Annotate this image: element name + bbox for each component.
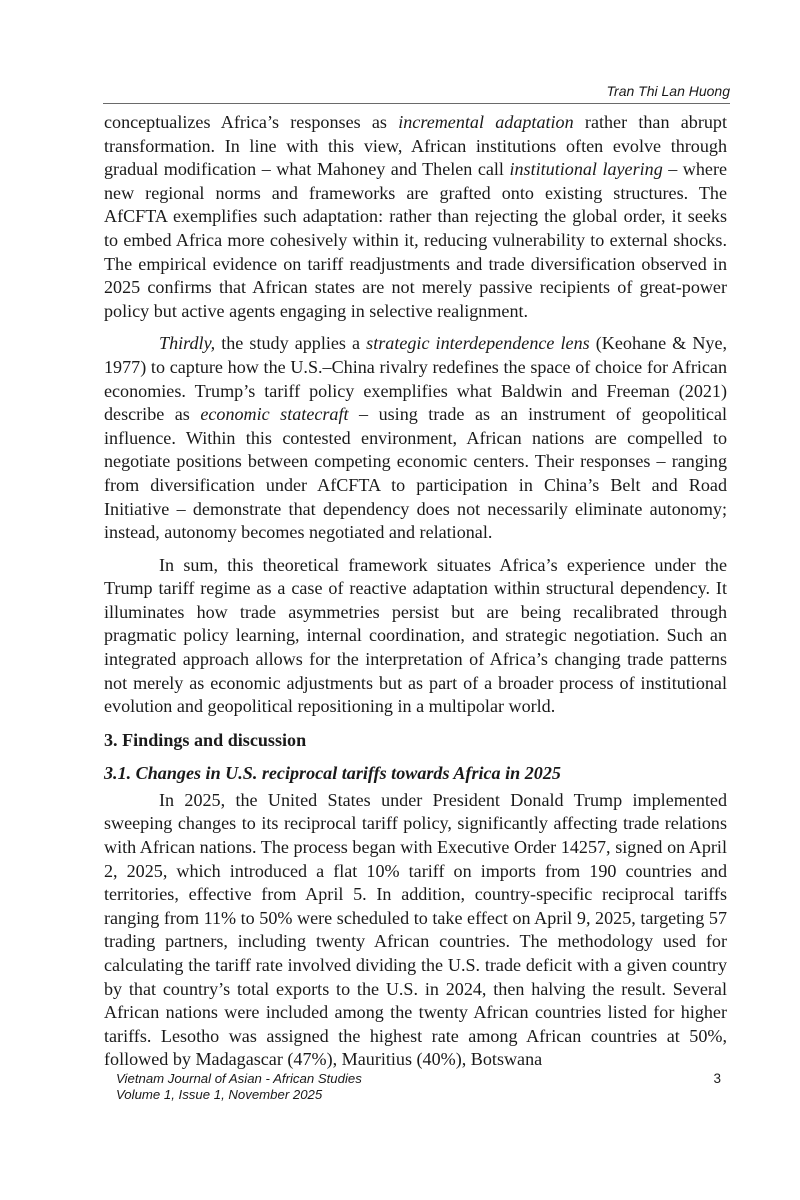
emphasis-strategic-interdependence: strategic interdependence lens — [366, 333, 590, 354]
subsection-heading: 3.1. Changes in U.S. reciprocal tariffs towards Africa in 2025 — [104, 762, 561, 783]
paragraph-text: the study applies a — [215, 333, 367, 354]
paragraph-text: (Keohane & Nye, 1977) to capture how the U.S.–China rivalry redefines the space of choice for African economies. Trump’s tariff policy exemplifies what Baldwin and Freeman (2021) describe as — [104, 333, 728, 425]
paragraph-text: – using trade as an instrument of geopolitical influence. Within this contested environment, African nations are compelled to negotiate positions between competing economic centers. Their responses – ranging from diversification under AfCFTA to participation in China’s Belt and Road Initiative – demonstrate that dependency does not necessarily eliminate autonomy; instead, autonomy becomes negotiated and relational. — [104, 404, 728, 543]
paragraph-tariff-changes: In 2025, the United States under President Donald Trump implemented sweeping changes to its reciprocal tariff policy, significantly affecting trade relations with African nations. The process began with Executive Order 14257, signed on April 2, 2025, which introduced a flat 10% tariff on imports from 190 countries and territories, effective from April 5. In addition, country-specific reciprocal tariffs ranging from 11% to 50% were scheduled to take effect on April 9, 2025, targeting 57 trading partners, including twenty African countries. The methodology used for calculating the tariff rate involved dividing the U.S. trade deficit with a given country by that country’s total exports to the U.S. in 2024, then halving the result. Several African nations were included among the twenty African countries listed for higher tariffs. Lesotho was assigned the highest rate among African countries at 50%, followed by Madagascar (47%), Mauritius (40%), Botswana — [104, 789, 727, 1070]
paragraph-text: conceptualizes Africa’s responses as — [104, 112, 399, 132]
page-number: 3 — [713, 1071, 721, 1086]
section-heading: 3. Findings and discussion — [104, 729, 307, 750]
emphasis-incremental-adaptation: incremental adaptation — [398, 112, 574, 132]
footer-journal-title: Vietnam Journal of Asian - African Studies — [116, 1071, 362, 1086]
paragraph-in-sum: In sum, this theoretical framework situates Africa’s experience under the Trump tariff regime as a case of reactive adaptation within structural dependency. It illuminates how trade asymmetries persist but are being recalibrated through pragmatic policy learning, internal coordination, and strategic negotiation. Such an integrated approach allows for the interpretation of Africa’s changing trade patterns not merely as economic adjustments but as part of a broader process of institutional evolution and geopolitical repositioning in a multipolar world. — [104, 554, 727, 717]
paragraph-strategic-interdependence — [104, 332, 727, 544]
article-body — [104, 111, 727, 1072]
header-divider — [103, 103, 730, 104]
page-footer — [116, 1071, 362, 1103]
emphasis-thirdly: Thirdly, — [159, 333, 216, 354]
paragraph-incremental-adaptation — [104, 111, 727, 323]
running-header-author: Tran Thi Lan Huong — [606, 83, 730, 99]
paragraph-text: – where new regional norms and frameworks are grafted onto existing structures. The AfCFTA exemplifies such adaptation: rather than rejecting the global order, it seeks to embed Africa more cohesively within it, reducing vulnerability to external shocks. The empirical evidence on tariff readjustments and trade diversification observed in 2025 confirms that African states are not merely passive recipients of great-power policy but active agents engaging in selective realignment. — [104, 159, 728, 321]
emphasis-institutional-layering: institutional layering — [509, 159, 663, 180]
paragraph-text: rather than abrupt transformation. In line with this view, African institutions often evolve through gradual modification – what Mahoney and Thelen call — [104, 112, 727, 180]
footer-volume-issue: Volume 1, Issue 1, November 2025 — [116, 1087, 323, 1102]
emphasis-economic-statecraft: economic statecraft — [200, 404, 349, 425]
